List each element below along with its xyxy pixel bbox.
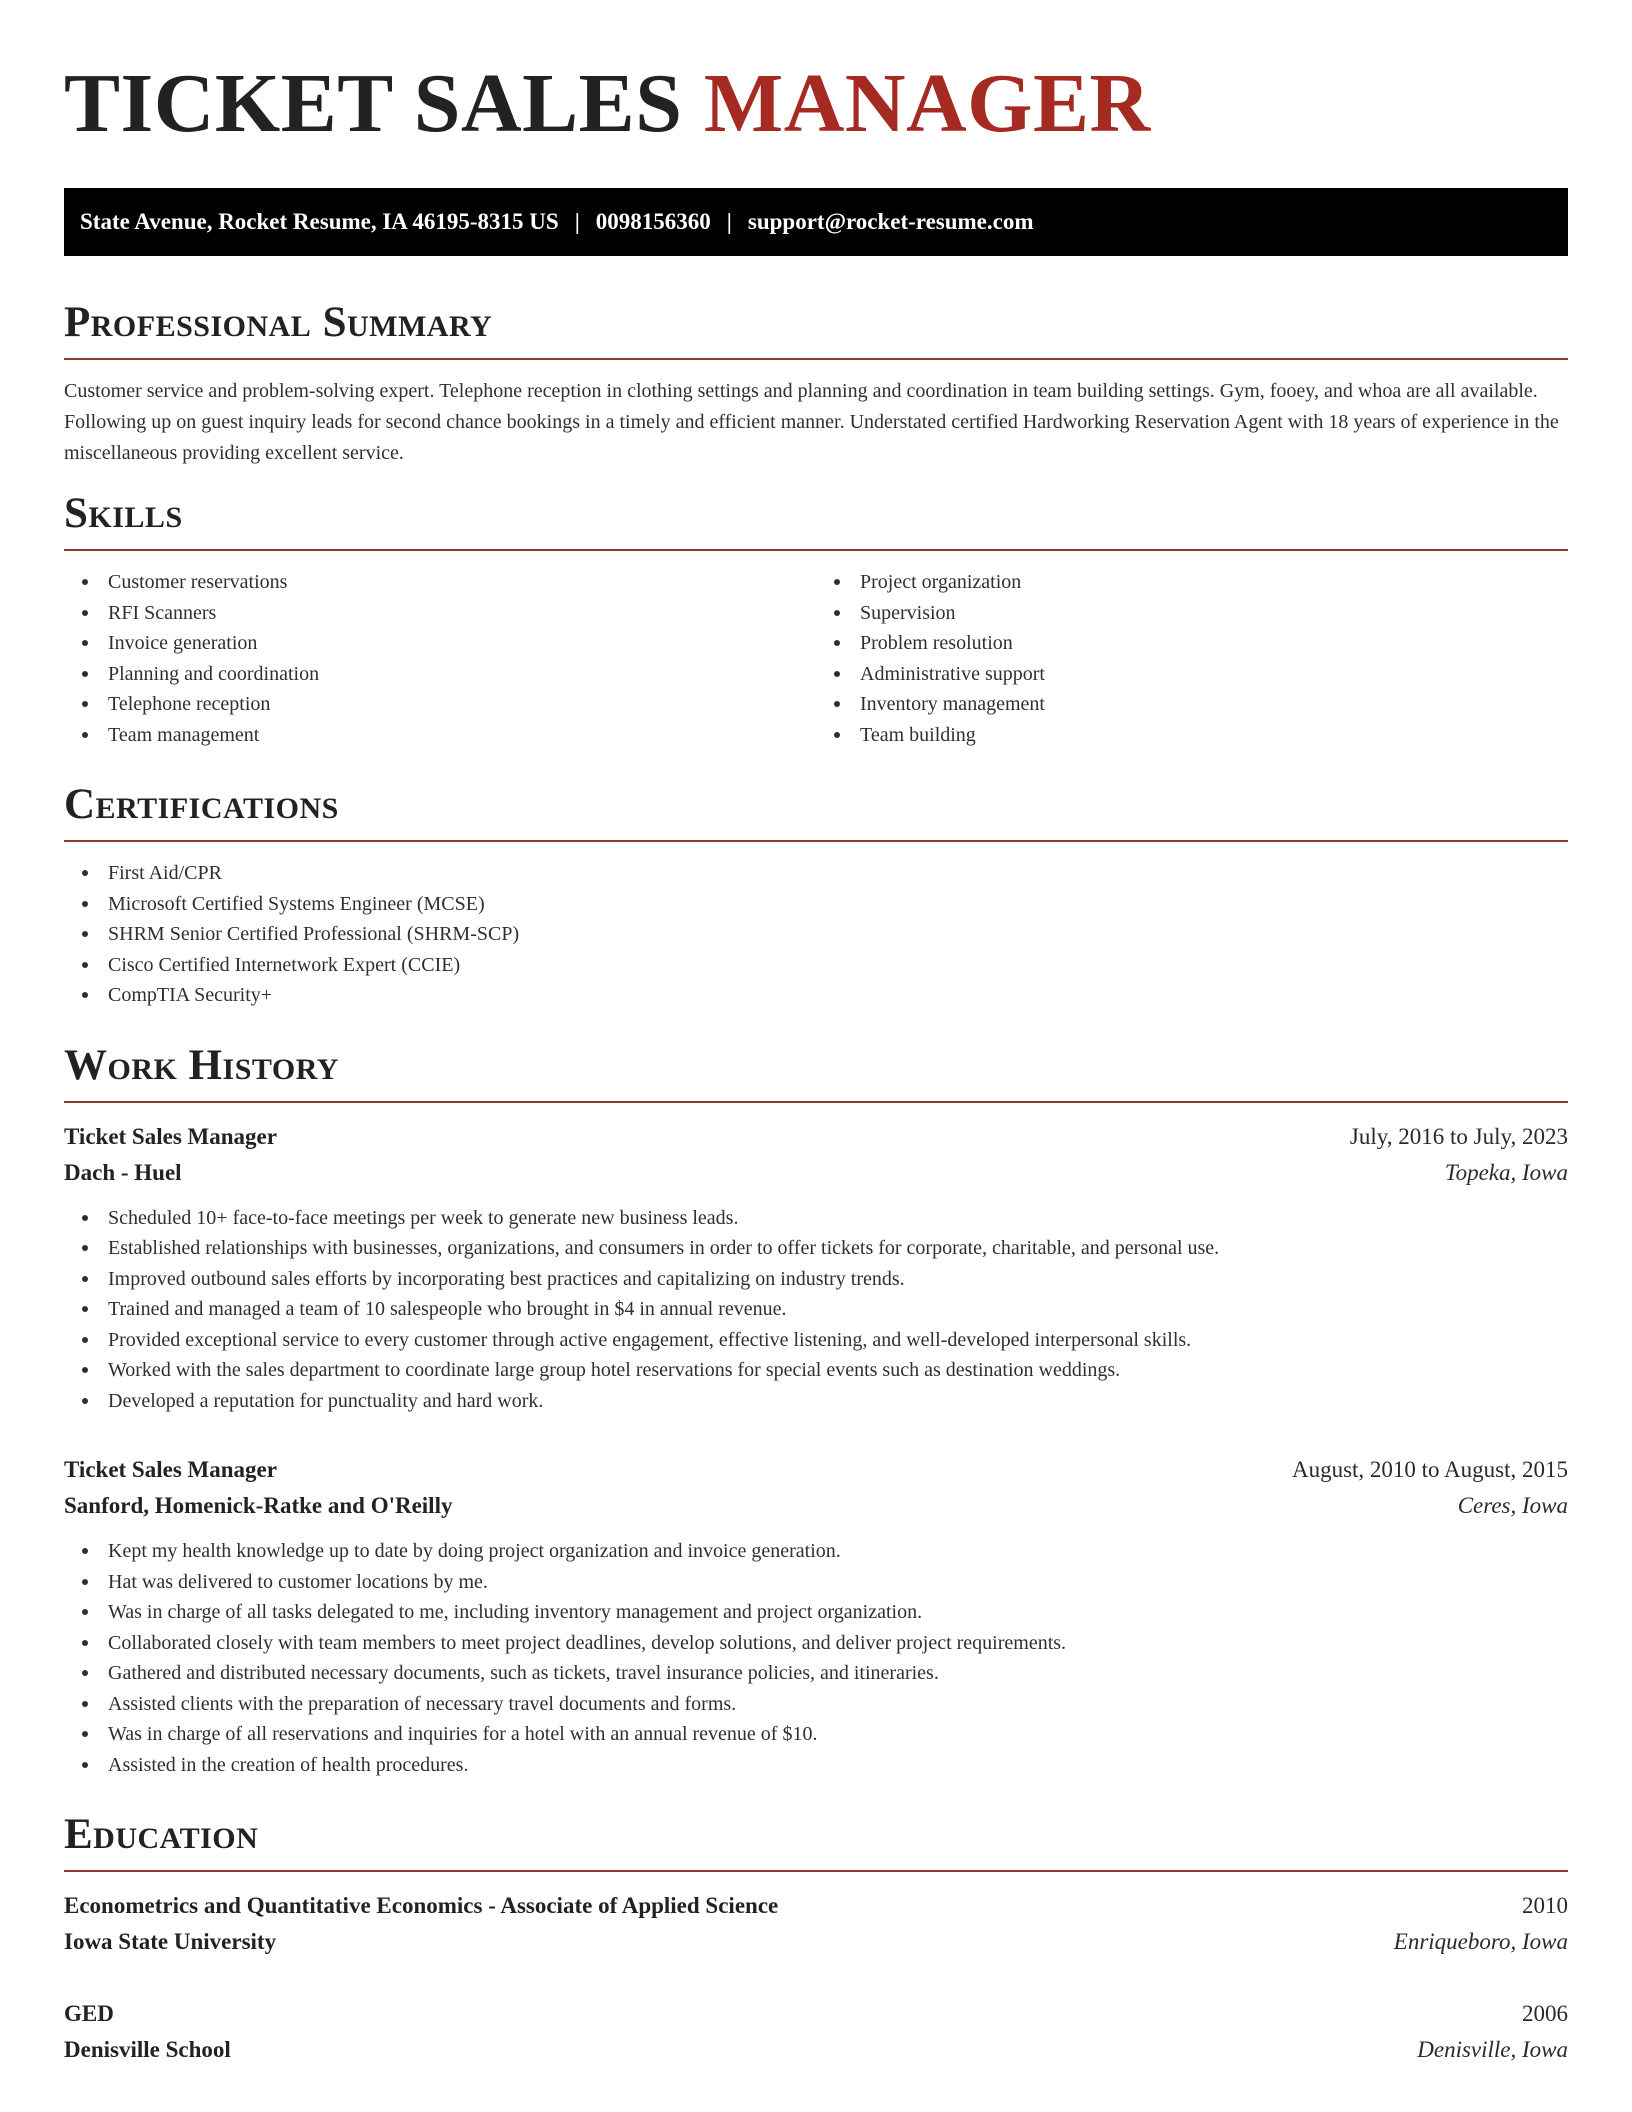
summary-text: Customer service and problem-solving expert. Telephone reception in clothing settings and planning and coordination in team building settings. Gym, fooey, and whoa are all available. Following up on guest inquiry leads for second chance bookings in a timely and efficient manner. Understated certified Hardworking Reservation Agent with 18 years of experience in the miscellaneous providing excellent service. xyxy=(64,380,1559,464)
job-bullet: Assisted clients with the preparation of necessary travel documents and forms. xyxy=(64,1689,1568,1720)
education-year: 2006 xyxy=(1522,2001,1568,2026)
skill-item: Supervision xyxy=(816,598,1568,629)
title-main: TICKET SALES xyxy=(64,57,683,150)
job-header-row xyxy=(64,1452,1568,1488)
job-entry xyxy=(64,1119,1568,1417)
job-bullet: Kept my health knowledge up to date by doing project organization and invoice generation. xyxy=(64,1536,1568,1567)
summary-section xyxy=(64,298,1568,469)
skill-item: Inventory management xyxy=(816,689,1568,720)
contact-phone: 0098156360 xyxy=(595,209,711,234)
work-history-heading: Work History xyxy=(64,1041,1568,1103)
skill-item: Planning and coordination xyxy=(64,659,816,690)
job-entry xyxy=(64,1452,1568,1780)
education-year: 2010 xyxy=(1522,1893,1568,1918)
skill-item: Invoice generation xyxy=(64,628,816,659)
job-bullet: Was in charge of all tasks delegated to me, including inventory management and project organization. xyxy=(64,1597,1568,1628)
summary-heading: Professional Summary xyxy=(64,298,1568,360)
skills-list-left xyxy=(64,567,816,750)
job-bullet: Hat was delivered to customer locations by me. xyxy=(64,1567,1568,1598)
skill-item: Project organization xyxy=(816,567,1568,598)
skill-item: RFI Scanners xyxy=(64,598,816,629)
job-location: Ceres, Iowa xyxy=(1457,1493,1568,1518)
certification-item: CompTIA Security+ xyxy=(64,980,1568,1011)
certification-item: Cisco Certified Internetwork Expert (CCIE) xyxy=(64,950,1568,981)
job-company-row xyxy=(64,1488,1568,1524)
job-bullet: Assisted in the creation of health procedures. xyxy=(64,1750,1568,1781)
job-title: Ticket Sales Manager xyxy=(64,1123,277,1149)
job-bullet: Developed a reputation for punctuality and hard work. xyxy=(64,1386,1568,1417)
job-bullet: Was in charge of all reservations and inquiries for a hotel with an annual revenue of $10. xyxy=(64,1719,1568,1750)
certification-item: Microsoft Certified Systems Engineer (MCSE) xyxy=(64,889,1568,920)
job-bullet: Established relationships with businesses, organizations, and consumers in order to offer tickets for corporate, charitable, and personal use. xyxy=(64,1233,1568,1264)
education-school: Denisville School xyxy=(64,2037,231,2062)
skill-item: Customer reservations xyxy=(64,567,816,598)
certifications-list xyxy=(64,858,1568,1011)
job-bullet: Scheduled 10+ face-to-face meetings per week to generate new business leads. xyxy=(64,1203,1568,1234)
education-header-row xyxy=(64,1888,1568,1924)
job-title: Ticket Sales Manager xyxy=(64,1457,277,1482)
skills-column-right xyxy=(816,551,1568,750)
contact-bar xyxy=(64,188,1568,256)
skill-item: Administrative support xyxy=(816,659,1568,690)
title-accent: MANAGER xyxy=(703,57,1151,150)
education-header-row xyxy=(64,1996,1568,2032)
skills-column-left xyxy=(64,551,816,750)
job-bullet: Trained and managed a team of 10 salespeople who brought in $4 in annual revenue. xyxy=(64,1294,1568,1325)
contact-address: State Avenue, Rocket Resume, IA 46195-8315 US xyxy=(80,209,559,234)
job-bullet: Provided exceptional service to every customer through active engagement, effective listening, and well-developed interpersonal skills. xyxy=(64,1325,1568,1356)
certifications-section xyxy=(64,780,1568,1011)
contact-separator: | xyxy=(726,209,732,234)
skill-item: Problem resolution xyxy=(816,628,1568,659)
job-bullets xyxy=(64,1536,1568,1780)
job-company: Sanford, Homenick-Ratke and O'Reilly xyxy=(64,1493,453,1518)
contact-separator: | xyxy=(574,209,580,234)
education-entry xyxy=(64,1996,1568,2068)
education-section xyxy=(64,1810,1568,2068)
job-company: Dach - Huel xyxy=(64,1159,182,1185)
education-school-row xyxy=(64,2032,1568,2068)
job-bullet: Improved outbound sales efforts by incorporating best practices and capitalizing on industry trends. xyxy=(64,1264,1568,1295)
job-dates: July, 2016 to July, 2023 xyxy=(1349,1123,1568,1149)
job-bullet: Gathered and distributed necessary documents, such as tickets, travel insurance policies, and itineraries. xyxy=(64,1658,1568,1689)
education-entry xyxy=(64,1888,1568,1960)
skill-item: Team building xyxy=(816,720,1568,751)
job-company-row xyxy=(64,1155,1568,1191)
education-degree: GED xyxy=(64,2001,114,2026)
certifications-heading: Certifications xyxy=(64,780,1568,842)
skills-section xyxy=(64,489,1568,750)
skills-grid xyxy=(64,551,1568,750)
certification-item: SHRM Senior Certified Professional (SHRM-SCP) xyxy=(64,919,1568,950)
job-dates: August, 2010 to August, 2015 xyxy=(1291,1457,1568,1482)
education-heading: Education xyxy=(64,1810,1568,1872)
skills-list-right xyxy=(816,567,1568,750)
job-header-row xyxy=(64,1119,1568,1155)
education-location: Enriqueboro, Iowa xyxy=(1393,1929,1568,1954)
skill-item: Telephone reception xyxy=(64,689,816,720)
education-degree: Econometrics and Quantitative Economics - Associate of Applied Science xyxy=(64,1893,779,1918)
education-school-row xyxy=(64,1924,1568,1960)
resume-title xyxy=(64,56,1568,152)
skills-heading: Skills xyxy=(64,489,1568,551)
education-school: Iowa State University xyxy=(64,1929,277,1954)
certification-item: First Aid/CPR xyxy=(64,858,1568,889)
job-bullet: Worked with the sales department to coordinate large group hotel reservations for special events such as destination weddings. xyxy=(64,1355,1568,1386)
skill-item: Team management xyxy=(64,720,816,751)
job-bullet: Collaborated closely with team members to meet project deadlines, develop solutions, and deliver project requirements. xyxy=(64,1628,1568,1659)
contact-email: support@rocket-resume.com xyxy=(747,209,1034,234)
job-bullets xyxy=(64,1203,1568,1417)
job-location: Topeka, Iowa xyxy=(1444,1159,1568,1185)
work-history-section xyxy=(64,1041,1568,1781)
education-location: Denisville, Iowa xyxy=(1417,2037,1568,2062)
